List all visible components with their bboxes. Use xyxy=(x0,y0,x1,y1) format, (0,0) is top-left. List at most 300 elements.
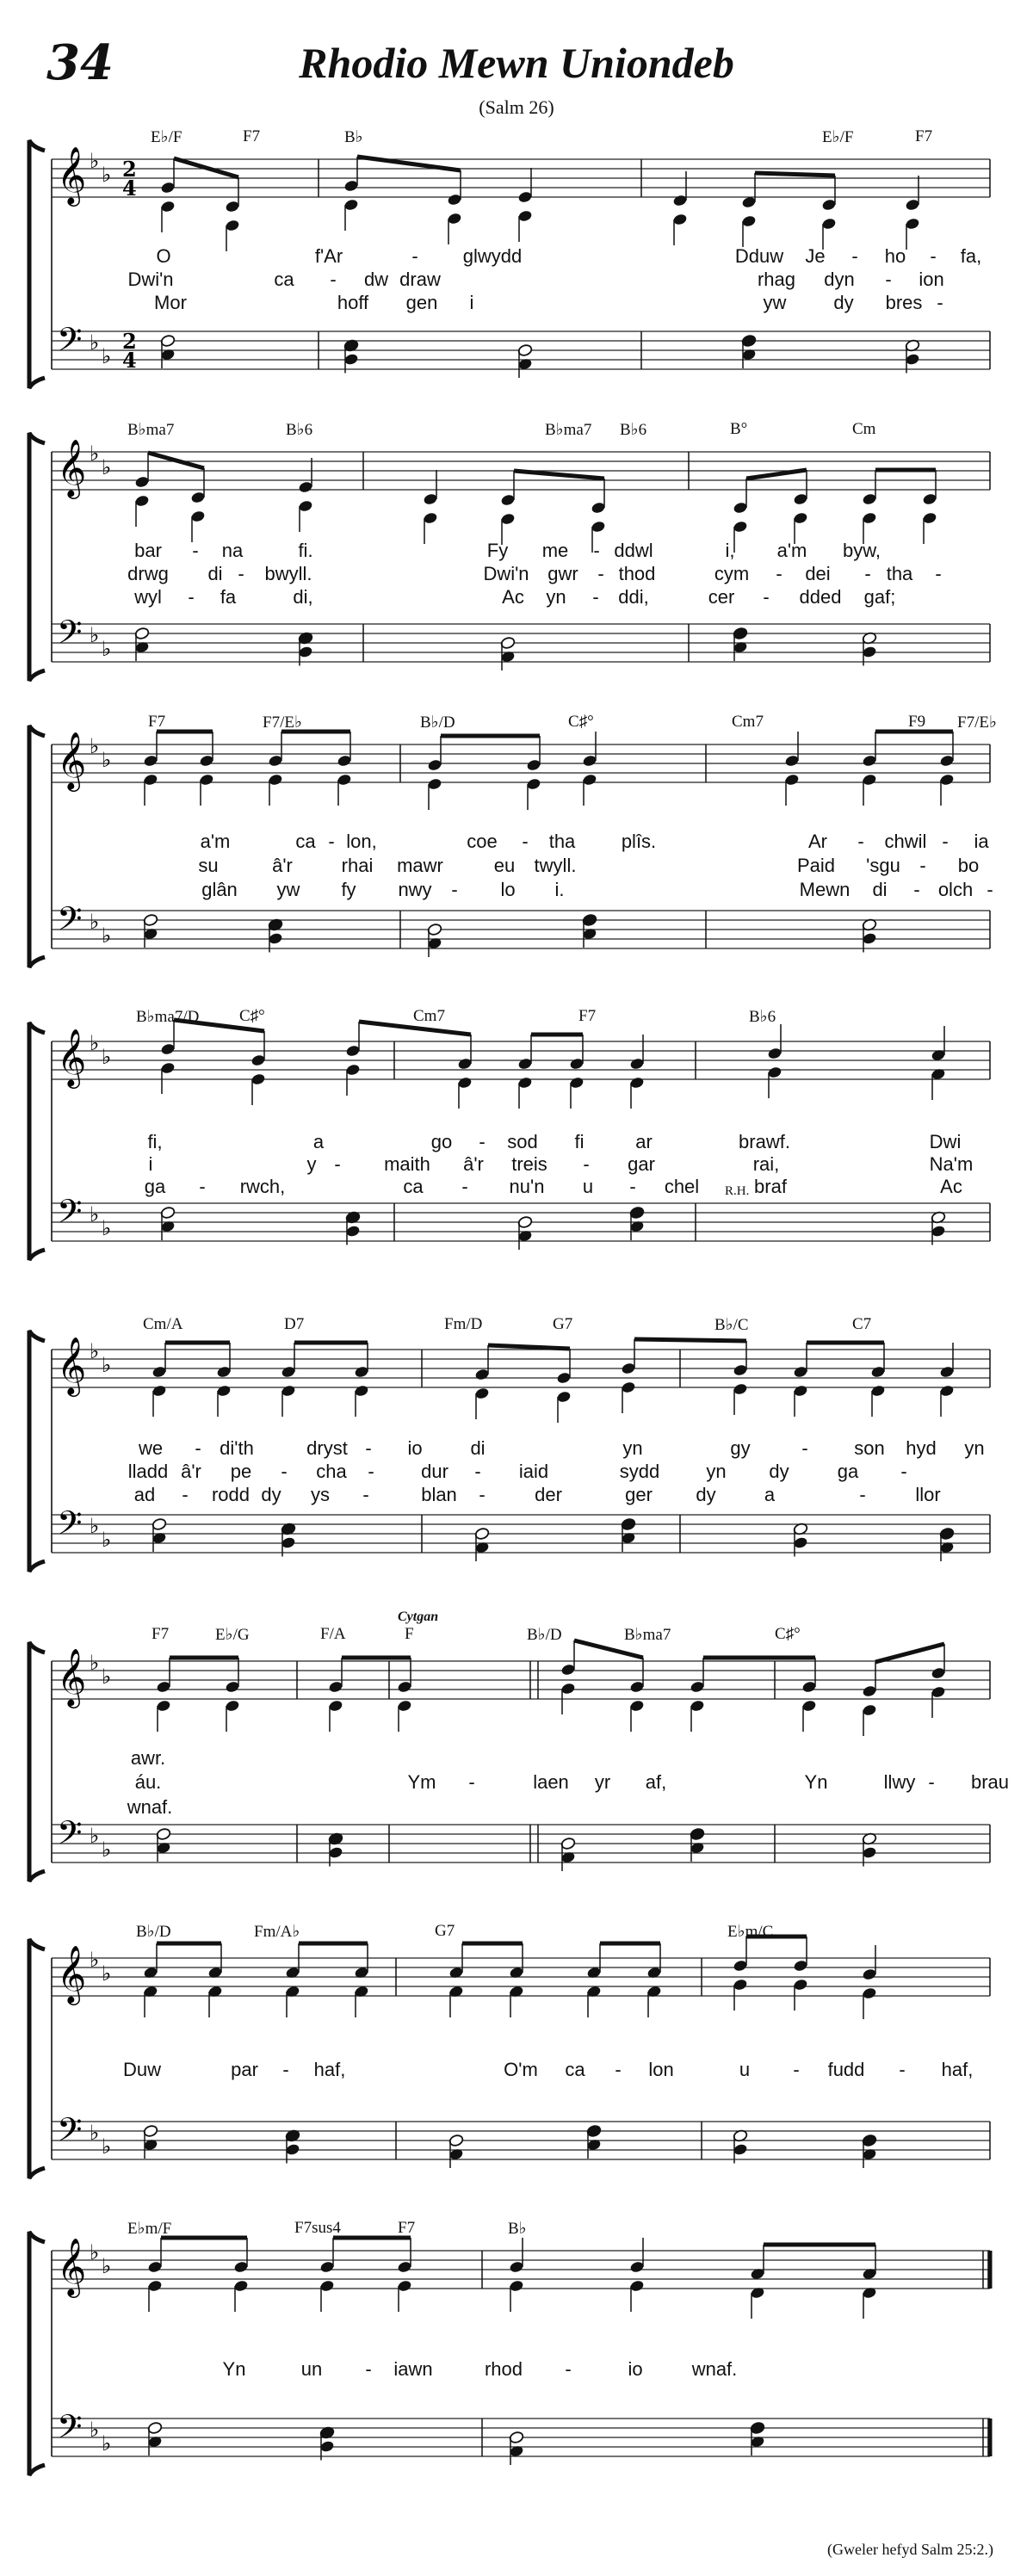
lyric-syllable: Paid xyxy=(796,855,836,876)
lyric-syllable: cym xyxy=(714,563,750,584)
flat-icon: ♭ xyxy=(90,2418,100,2442)
lyric-syllable: Fy xyxy=(486,540,509,561)
lyric-syllable: rai, xyxy=(752,1153,780,1175)
lyric-syllable: lon xyxy=(648,2059,674,2080)
lyric-hyphen: - xyxy=(282,2059,289,2080)
lyric-syllable: di xyxy=(470,1437,486,1459)
lyric-syllable: ga xyxy=(837,1461,859,1482)
lyric-syllable: Dwi'n xyxy=(127,269,174,290)
lyric-hyphen: - xyxy=(597,563,604,584)
lyric-syllable: Ym xyxy=(407,1771,436,1793)
lyric-syllable: rhod xyxy=(484,2358,523,2380)
lyric-syllable: brau xyxy=(970,1771,1010,1793)
lyric-syllable: af, xyxy=(645,1771,667,1793)
chord-symbol: F7 xyxy=(578,1007,597,1025)
lyric-syllable: we xyxy=(138,1437,164,1459)
flat-icon: ♭ xyxy=(90,149,100,173)
lyric-syllable: di xyxy=(872,879,888,900)
treble-clef-icon: 𝄞 xyxy=(57,1647,87,1706)
lyric-syllable: io xyxy=(628,2358,643,2380)
chord-symbol: Cm7 xyxy=(732,713,764,731)
flat-icon: ♭ xyxy=(90,623,100,647)
lyric-syllable: áu. xyxy=(134,1771,162,1793)
chord-symbol: G7 xyxy=(553,1315,573,1333)
chord-symbol: Cm/A xyxy=(143,1315,183,1333)
treble-clef-icon: 𝄞 xyxy=(57,1028,87,1086)
lyric-syllable: chel xyxy=(664,1176,700,1197)
lyric-syllable: lladd xyxy=(127,1461,169,1482)
lyric-syllable: blan xyxy=(421,1484,457,1505)
lyric-syllable: y xyxy=(306,1153,317,1175)
chord-symbol: F9 xyxy=(908,713,926,731)
chord-symbol: B♭/D xyxy=(420,713,455,732)
lyric-hyphen: - xyxy=(368,1461,374,1482)
chord-symbol: B° xyxy=(730,420,748,438)
lyric-syllable: Ar xyxy=(808,831,827,852)
flat-icon: ♭ xyxy=(102,1528,112,1552)
lyric-syllable: Dwi'n xyxy=(483,563,529,584)
lyric-syllable: rhag xyxy=(757,269,796,290)
flat-icon: ♭ xyxy=(90,442,100,466)
lyric-syllable: lo xyxy=(500,879,516,900)
flat-icon: ♭ xyxy=(102,1216,112,1240)
lyric-syllable: tha xyxy=(886,563,913,584)
lyric-hyphen: - xyxy=(592,586,599,608)
bass-clef-icon: 𝄢 xyxy=(57,1813,83,1860)
lyric-syllable: olch xyxy=(937,879,974,900)
lyric-syllable: sod xyxy=(507,1131,538,1152)
chord-symbol: F7/E♭ xyxy=(263,713,302,732)
lyric-syllable: Dduw xyxy=(734,245,784,267)
lyric-syllable: Yn xyxy=(222,2358,246,2380)
lyric-syllable: iawn xyxy=(393,2358,433,2380)
treble-clef-icon: 𝄞 xyxy=(57,145,87,204)
hymn-number: 34 xyxy=(46,34,114,91)
chord-symbol: B♭/C xyxy=(714,1316,749,1334)
lyric-syllable: go xyxy=(430,1131,453,1152)
chord-symbol: Fm/D xyxy=(444,1315,483,1333)
flat-icon: ♭ xyxy=(102,1961,112,1986)
lyric-syllable: â'r xyxy=(272,855,293,876)
flat-icon: ♭ xyxy=(90,1339,100,1363)
footnote: (Gweler hefyd Salm 25:2.) xyxy=(827,2541,993,2558)
lyric-syllable: yn xyxy=(964,1437,985,1459)
lyric-syllable: i. xyxy=(554,879,565,900)
chord-symbol: B♭/D xyxy=(136,1923,171,1941)
lyric-syllable: na xyxy=(221,540,244,561)
lyric-syllable: fa, xyxy=(960,245,982,267)
lyric-hyphen: - xyxy=(328,831,335,852)
lyric-syllable: di'th xyxy=(220,1437,254,1459)
lyric-syllable: di xyxy=(207,563,223,584)
time-signature: 4 xyxy=(122,176,137,201)
lyric-syllable: eu xyxy=(493,855,516,876)
flat-icon: ♭ xyxy=(90,734,100,758)
lyric-syllable: son xyxy=(854,1437,885,1459)
chord-symbol: E♭/F xyxy=(151,128,182,146)
lyric-syllable: brawf. xyxy=(739,1131,790,1152)
lyric-syllable: un xyxy=(300,2358,323,2380)
lyric-hyphen: - xyxy=(859,1484,866,1505)
lyric-hyphen: - xyxy=(793,2059,800,2080)
lyric-hyphen: - xyxy=(629,1176,636,1197)
lyric-hyphen: - xyxy=(913,879,920,900)
flat-icon: ♭ xyxy=(102,637,112,661)
lyric-hyphen: - xyxy=(182,1484,189,1505)
flat-icon: ♭ xyxy=(102,344,112,368)
flat-icon: ♭ xyxy=(90,1651,100,1675)
lyric-hyphen: - xyxy=(474,1461,481,1482)
lyric-syllable: a'm xyxy=(200,831,231,852)
chord-symbol: E♭/F xyxy=(822,128,854,146)
lyric-hyphen: - xyxy=(885,269,892,290)
lyric-syllable: glân xyxy=(201,879,238,900)
treble-clef-icon: 𝄞 xyxy=(57,2237,87,2295)
flat-icon: ♭ xyxy=(102,163,112,187)
lyric-hyphen: - xyxy=(365,1437,372,1459)
lyric-hyphen: - xyxy=(942,831,949,852)
lyric-hyphen: - xyxy=(199,1176,206,1197)
lyric-syllable: chwil xyxy=(884,831,927,852)
flat-icon: ♭ xyxy=(90,1202,100,1226)
lyric-hyphen: - xyxy=(522,831,529,852)
flat-icon: ♭ xyxy=(102,1045,112,1069)
flat-icon: ♭ xyxy=(102,1353,112,1377)
lyric-syllable: lon, xyxy=(346,831,377,852)
lyric-syllable: der xyxy=(535,1484,562,1505)
flat-icon: ♭ xyxy=(102,1838,112,1862)
lyric-syllable: Dwi xyxy=(929,1131,962,1152)
lyric-syllable: su xyxy=(198,855,219,876)
chord-symbol: B♭ xyxy=(508,2220,527,2238)
lyric-syllable: ion xyxy=(919,269,944,290)
chord-symbol: F7/E♭ xyxy=(957,713,997,732)
lyric-syllable: ger xyxy=(625,1484,653,1505)
lyric-syllable: coe xyxy=(467,831,498,852)
flat-icon: ♭ xyxy=(90,1824,100,1848)
lyric-hyphen: - xyxy=(930,245,937,267)
lyric-syllable: maith xyxy=(384,1153,430,1175)
lyric-hyphen: - xyxy=(565,2358,572,2380)
lyric-syllable: Je xyxy=(805,245,826,267)
lyric-syllable: Na'm xyxy=(929,1153,974,1175)
lyric-syllable: ho xyxy=(884,245,906,267)
lyric-syllable: yw xyxy=(276,879,300,900)
flat-icon: ♭ xyxy=(102,2254,112,2278)
chord-symbol: B♭ma7 xyxy=(127,421,175,439)
lyric-syllable: bar xyxy=(134,540,162,561)
chord-symbol: G7 xyxy=(435,1922,455,1940)
lyric-syllable: i, xyxy=(725,540,735,561)
lyric-syllable: braf xyxy=(754,1176,787,1197)
lyric-syllable: fi. xyxy=(298,540,313,561)
flat-icon: ♭ xyxy=(90,2240,100,2264)
lyric-syllable: dw xyxy=(363,269,389,290)
chord-symbol: B♭/D xyxy=(527,1626,562,1644)
lyric-syllable: ddi, xyxy=(618,586,649,608)
chord-symbol: C7 xyxy=(852,1315,872,1333)
psalm-reference: (Salm 26) xyxy=(479,96,554,118)
lyric-syllable: llwy xyxy=(883,1771,916,1793)
lyric-hyphen: - xyxy=(479,1484,486,1505)
lyric-syllable: awr. xyxy=(130,1747,166,1769)
lyric-hyphen: - xyxy=(238,563,244,584)
lyric-hyphen: - xyxy=(900,1461,907,1482)
lyric-syllable: 'sgu xyxy=(866,855,900,876)
lyric-syllable: ar xyxy=(635,1131,653,1152)
lyric-hyphen: - xyxy=(919,855,926,876)
lyric-syllable: u xyxy=(739,2059,751,2080)
chord-symbol: Fm/A♭ xyxy=(254,1923,300,1941)
lyric-syllable: a xyxy=(764,1484,776,1505)
bass-clef-icon: 𝄢 xyxy=(57,320,83,367)
lyric-syllable: treis xyxy=(511,1153,547,1175)
lyric-syllable: haf, xyxy=(941,2059,974,2080)
lyric-hyphen: - xyxy=(461,1176,468,1197)
treble-clef-icon: 𝄞 xyxy=(57,1336,87,1394)
chord-symbol: B♭ma7/D xyxy=(136,1008,200,1026)
chord-symbol: F7 xyxy=(915,127,933,145)
lyric-syllable: glwydd xyxy=(462,245,523,267)
lyric-syllable: Ac xyxy=(940,1176,962,1197)
bass-clef-icon: 𝄢 xyxy=(57,899,83,946)
chord-symbol: E♭/G xyxy=(215,1626,250,1644)
lyric-syllable: Yn xyxy=(804,1771,828,1793)
lyric-syllable: hyd xyxy=(906,1437,937,1459)
flat-icon: ♭ xyxy=(102,1665,112,1689)
lyric-syllable: wyl xyxy=(134,586,162,608)
lyric-line xyxy=(0,2358,1033,2379)
lyric-syllable: Mewn xyxy=(799,879,851,900)
lyric-hyphen: - xyxy=(776,563,782,584)
chord-symbol: F7 xyxy=(152,1625,170,1643)
lyric-syllable: f'Ar xyxy=(314,245,343,267)
lyric-syllable: llor xyxy=(915,1484,941,1505)
lyric-hyphen: - xyxy=(362,1484,369,1505)
system-bracket xyxy=(29,2232,45,2475)
flat-icon: ♭ xyxy=(90,2121,100,2145)
lyric-syllable: dyn xyxy=(824,269,855,290)
chord-symbol: B♭6 xyxy=(286,421,313,439)
bass-clef-icon: 𝄢 xyxy=(57,1504,83,1550)
lyric-hyphen: - xyxy=(864,563,871,584)
chord-symbol: B♭ xyxy=(344,128,363,146)
lyric-hyphen: - xyxy=(615,2059,622,2080)
lyric-syllable: dy xyxy=(769,1461,789,1482)
lyric-syllable: a xyxy=(312,1131,325,1152)
lyric-syllable: ys xyxy=(311,1484,330,1505)
lyric-syllable: yw xyxy=(763,292,787,313)
lyric-syllable: dur xyxy=(421,1461,448,1482)
lyric-syllable: fudd xyxy=(827,2059,865,2080)
lyric-syllable: nwy xyxy=(398,879,432,900)
lyric-hyphen: - xyxy=(468,1771,475,1793)
hymn-title: Rhodio Mewn Uniondeb xyxy=(299,39,734,87)
lyric-syllable: ca xyxy=(403,1176,424,1197)
lyric-syllable: ddwl xyxy=(614,540,653,561)
lyric-syllable: me xyxy=(541,540,569,561)
lyric-syllable: cha xyxy=(316,1461,347,1482)
lyric-syllable: dy xyxy=(833,292,854,313)
lyric-syllable: gy xyxy=(730,1437,751,1459)
lyric-syllable: gen xyxy=(405,292,438,313)
lyric-syllable: ga xyxy=(144,1176,166,1197)
lyric-syllable: dei xyxy=(805,563,831,584)
lyric-syllable: ca xyxy=(565,2059,585,2080)
chord-symbol: F7 xyxy=(148,713,166,731)
chorus-marking: Cytgan xyxy=(398,1609,439,1624)
lyric-hyphen: - xyxy=(763,586,770,608)
chord-symbol: C♯° xyxy=(775,1625,801,1643)
lyric-syllable: Ac xyxy=(502,586,524,608)
lyric-syllable: plîs. xyxy=(621,831,657,852)
lyric-syllable: ad xyxy=(133,1484,156,1505)
lyric-syllable: gar xyxy=(628,1153,655,1175)
lyric-hyphen: - xyxy=(365,2358,372,2380)
lyric-syllable: haf, xyxy=(313,2059,346,2080)
flat-icon: ♭ xyxy=(90,330,100,355)
bass-clef-icon: 𝄢 xyxy=(57,2407,83,2454)
flat-icon: ♭ xyxy=(102,924,112,948)
lyric-hyphen: - xyxy=(281,1461,288,1482)
lyric-hyphen: - xyxy=(330,269,337,290)
lyric-syllable: rodd xyxy=(211,1484,251,1505)
lyric-hyphen: - xyxy=(583,1153,590,1175)
lyric-syllable: mawr xyxy=(397,855,443,876)
lyric-syllable: laen xyxy=(533,1771,569,1793)
chord-symbol: D7 xyxy=(284,1315,305,1333)
chord-symbol: Cm7 xyxy=(413,1007,445,1025)
chord-symbol: F7sus4 xyxy=(294,2219,341,2237)
lyric-hyphen: - xyxy=(851,245,858,267)
lyric-hyphen: - xyxy=(334,1153,341,1175)
lyric-syllable: i xyxy=(469,292,474,313)
chord-symbol: F7 xyxy=(243,127,261,145)
lyric-syllable: fy xyxy=(341,879,356,900)
lyric-syllable: O'm xyxy=(504,2059,538,2080)
chord-symbol: Cm xyxy=(852,420,876,438)
chord-symbol: B♭6 xyxy=(749,1008,776,1026)
lyric-hyphen: - xyxy=(937,292,943,313)
lyric-syllable: yn xyxy=(622,1437,643,1459)
lyric-syllable: Duw xyxy=(122,2059,162,2080)
lyric-syllable: byw, xyxy=(842,540,881,561)
lyric-syllable: â'r xyxy=(463,1153,484,1175)
lyric-syllable: di, xyxy=(293,586,313,608)
lyric-syllable: dded xyxy=(799,586,842,608)
lyric-syllable: pe xyxy=(230,1461,252,1482)
lyric-syllable: hoff xyxy=(337,292,369,313)
lyric-hyphen: - xyxy=(192,540,199,561)
chord-symbol: F xyxy=(405,1625,414,1643)
lyric-syllable: yn xyxy=(546,586,566,608)
lyric-syllable: fi xyxy=(574,1131,585,1152)
chord-symbol: F7 xyxy=(398,2219,416,2237)
lyric-syllable: fi, xyxy=(147,1131,163,1152)
flat-icon: ♭ xyxy=(102,2431,112,2456)
lyric-syllable: twyll. xyxy=(534,855,577,876)
lyric-syllable: wnaf. xyxy=(691,2358,738,2380)
lyric-syllable: nu'n xyxy=(509,1176,545,1197)
right-hand-marking: R.H. xyxy=(725,1184,750,1198)
treble-clef-icon: 𝄞 xyxy=(57,731,87,789)
lyric-syllable: u xyxy=(582,1176,594,1197)
lyric-syllable: wnaf. xyxy=(127,1796,173,1818)
lyric-syllable: bres xyxy=(885,292,923,313)
lyric-syllable: fa xyxy=(220,586,237,608)
chord-symbol: E♭m/F xyxy=(127,2220,172,2238)
lyric-syllable: a'm xyxy=(776,540,807,561)
lyric-syllable: rwch, xyxy=(239,1176,286,1197)
bass-clef-icon: 𝄢 xyxy=(57,2110,83,2157)
lyric-syllable: ca xyxy=(295,831,316,852)
lyric-syllable: dy xyxy=(696,1484,716,1505)
flat-icon: ♭ xyxy=(102,2134,112,2159)
chord-symbols xyxy=(0,2219,1033,2245)
lyric-syllable: drwg xyxy=(127,563,169,584)
lyric-syllable: rhai xyxy=(341,855,374,876)
lyric-hyphen: - xyxy=(899,2059,906,2080)
lyric-syllable: bo xyxy=(957,855,980,876)
chord-symbol: E♭m/C xyxy=(727,1923,774,1941)
lyric-syllable: io xyxy=(407,1437,423,1459)
time-signature: 2 xyxy=(122,329,137,354)
lyric-syllable: iaid xyxy=(518,1461,549,1482)
lyric-syllable: yn xyxy=(706,1461,727,1482)
lyric-syllable: draw xyxy=(399,269,441,290)
time-signature: 4 xyxy=(122,348,137,373)
flat-icon: ♭ xyxy=(102,748,112,772)
lyric-hyphen: - xyxy=(411,245,418,267)
lyric-syllable: gwr xyxy=(547,563,578,584)
lyric-syllable: i xyxy=(148,1153,153,1175)
lyric-hyphen: - xyxy=(857,831,864,852)
chord-symbol: B♭ma7 xyxy=(624,1626,671,1644)
flat-icon: ♭ xyxy=(102,455,112,479)
lyric-hyphen: - xyxy=(195,1437,201,1459)
lyric-syllable: tha xyxy=(548,831,576,852)
treble-clef-icon: 𝄞 xyxy=(57,438,87,497)
chord-symbol: F/A xyxy=(320,1625,346,1643)
lyric-hyphen: - xyxy=(928,1771,935,1793)
bass-clef-icon: 𝄢 xyxy=(57,1192,83,1239)
lyric-hyphen: - xyxy=(801,1437,808,1459)
chord-symbol: B♭ma7 xyxy=(545,421,592,439)
lyric-syllable: par xyxy=(231,2059,258,2080)
lyric-syllable: ia xyxy=(974,831,989,852)
chord-symbol: C♯° xyxy=(568,713,594,731)
flat-icon: ♭ xyxy=(90,1514,100,1538)
chord-symbol: C♯° xyxy=(239,1007,265,1025)
lyric-syllable: cer xyxy=(708,586,735,608)
lyric-hyphen: - xyxy=(451,879,458,900)
lyric-syllable: bwyll. xyxy=(264,563,312,584)
bass-clef-icon: 𝄢 xyxy=(57,613,83,659)
lyric-hyphen: - xyxy=(987,879,993,900)
lyric-hyphen: - xyxy=(593,540,600,561)
lyric-syllable: gaf; xyxy=(863,586,896,608)
lyric-syllable: dryst xyxy=(306,1437,348,1459)
flat-icon: ♭ xyxy=(90,1031,100,1055)
flat-icon: ♭ xyxy=(90,1948,100,1972)
lyric-syllable: sydd xyxy=(619,1461,660,1482)
lyric-hyphen: - xyxy=(188,586,195,608)
chord-symbol: B♭6 xyxy=(620,421,647,439)
treble-clef-icon: 𝄞 xyxy=(57,1944,87,2003)
lyric-syllable: thod xyxy=(618,563,656,584)
lyric-syllable: Mor xyxy=(154,292,187,313)
lyric-syllable: â'r xyxy=(181,1461,201,1482)
